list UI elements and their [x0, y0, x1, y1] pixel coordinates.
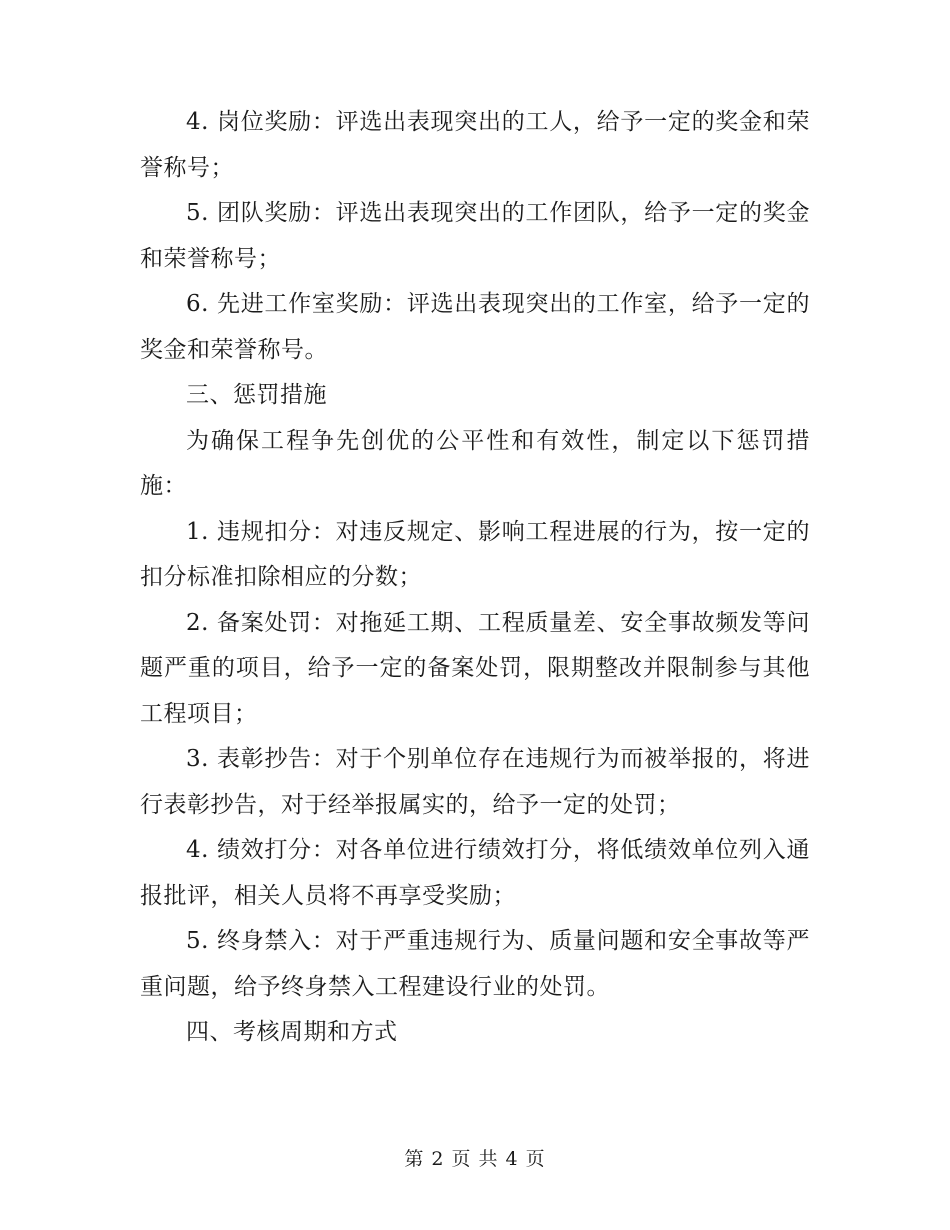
reward-item-5: 5. 团队奖励：评选出表现突出的工作团队，给予一定的奖金和荣誉称号；	[140, 200, 810, 272]
penalties-intro: 为确保工程争先创优的公平性和有效性，制定以下惩罚措施：	[140, 427, 810, 499]
penalty-item-3: 3. 表彰抄告：对于个别单位存在违规行为而被举报的，将进行表彰抄告，对于经举报属实的，给予一定的处罚；	[140, 746, 810, 818]
reward-item-6: 6. 先进工作室奖励：评选出表现突出的工作室，给予一定的奖金和荣誉称号。	[140, 291, 810, 363]
penalty-item-2: 2. 备案处罚：对拖延工期、工程质量差、安全事故频发等问题严重的项目，给予一定的备案处罚，限期整改并限制参与其他工程项目；	[140, 609, 810, 727]
section-heading-assessment: 四、考核周期和方式	[186, 1019, 398, 1045]
page-number-footer: 第 2 页 共 4 页	[404, 1148, 546, 1170]
penalty-item-4: 4. 绩效打分：对各单位进行绩效打分，将低绩效单位列入通报批评，相关人员将不再享受奖励；	[140, 837, 810, 909]
document-body	[140, 100, 810, 1056]
penalty-item-5: 5. 终身禁入：对于严重违规行为、质量问题和安全事故等严重问题，给予终身禁入工程建设行业的处罚。	[140, 928, 810, 1000]
penalty-item-1: 1. 违规扣分：对违反规定、影响工程进展的行为，按一定的扣分标准扣除相应的分数；	[140, 518, 810, 590]
section-heading-penalties: 三、惩罚措施	[186, 382, 327, 408]
reward-item-4: 4. 岗位奖励：评选出表现突出的工人，给予一定的奖金和荣誉称号；	[140, 109, 810, 181]
